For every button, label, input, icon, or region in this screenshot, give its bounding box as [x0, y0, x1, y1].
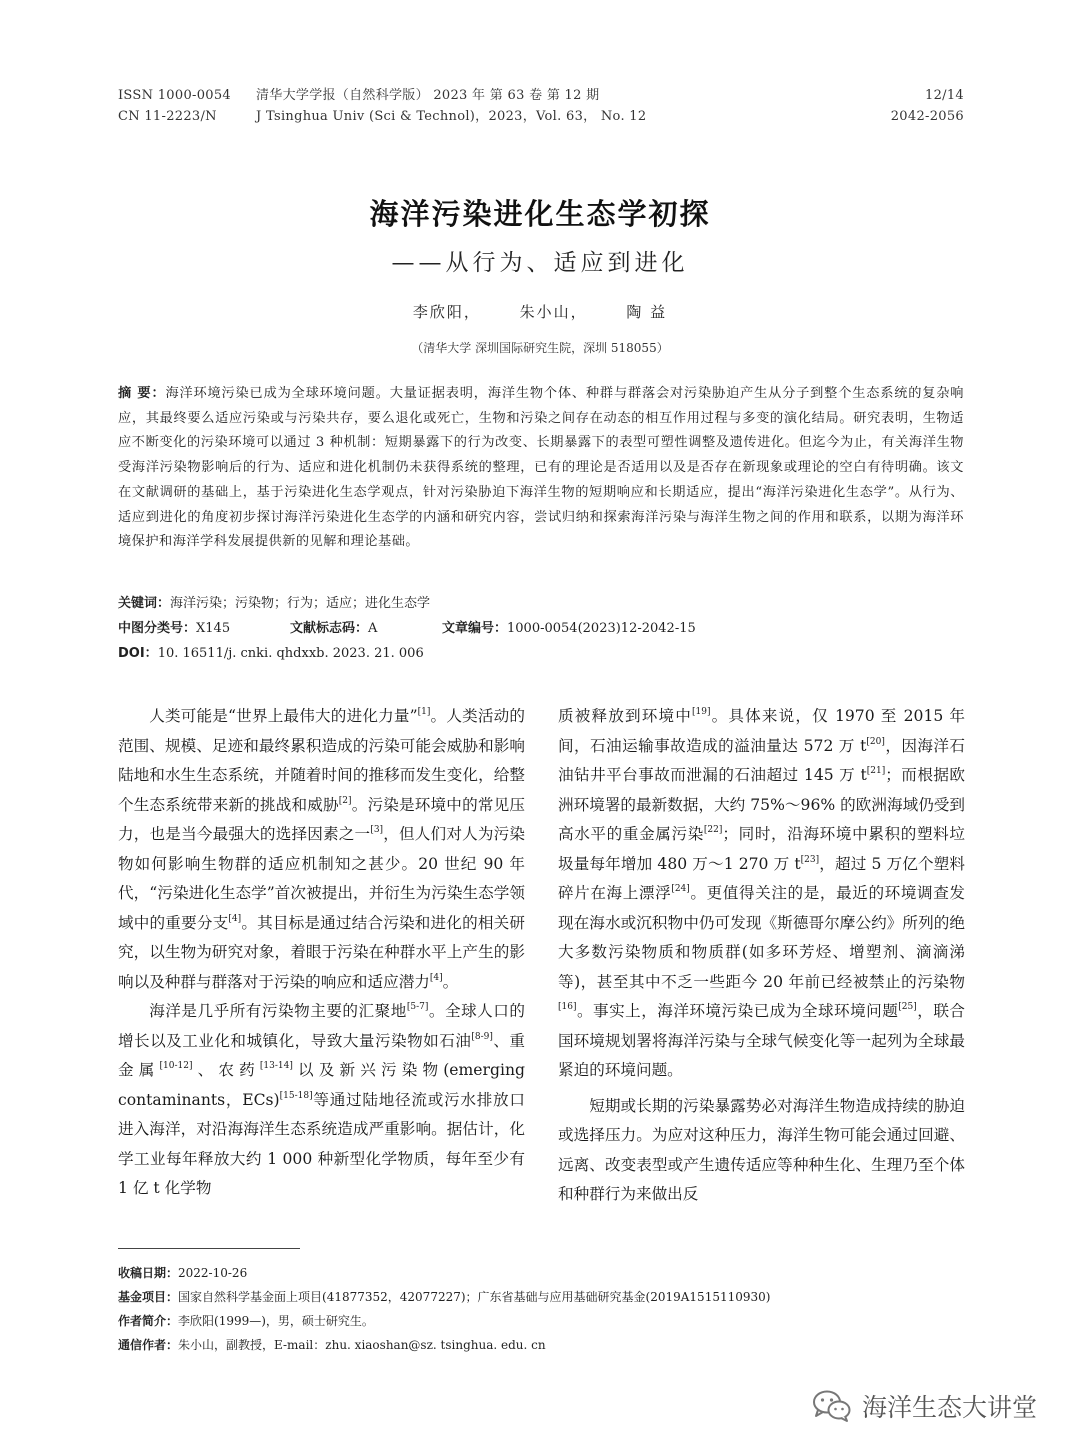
affiliation: （清华大学 深圳国际研究生院，深圳 518055）	[411, 341, 669, 355]
doc-code-value: A	[368, 621, 378, 636]
received-value: 2022-10-26	[178, 1266, 248, 1280]
watermark	[812, 1388, 1037, 1424]
cn-number: CN 11-2223/N	[118, 109, 217, 124]
paragraph	[558, 702, 965, 1086]
received-date	[118, 1264, 247, 1281]
corresponding-value: 朱小山，副教授，E-mail：zhu. xiaoshan@sz. tsinghua. edu. cn	[178, 1338, 546, 1352]
doi-value: 10. 16511/j. cnki. qhdxxb. 2023. 21. 006	[157, 646, 424, 661]
author: 李欣阳，	[412, 303, 481, 321]
text: 质被释放到环境中	[558, 707, 692, 725]
paper-subtitle: ——从行为、适应到进化	[391, 250, 689, 276]
journal-name-en: J Tsinghua Univ (Sci & Technol)，2023，Vol. 63， No. 12	[256, 109, 647, 124]
body-column-left	[118, 702, 525, 1204]
received-label: 收稿日期：	[118, 1266, 179, 1280]
text: 。	[442, 972, 459, 991]
corresponding-label: 通信作者：	[118, 1338, 179, 1352]
citation: [4]	[228, 913, 242, 924]
clc-value: X145	[196, 621, 231, 636]
funding-label: 基金项目：	[118, 1290, 179, 1304]
citation: [1]	[417, 707, 431, 717]
citation: [4]	[429, 972, 443, 983]
author-bio-value: 李欣阳(1999—)，男，硕士研究生。	[178, 1314, 374, 1328]
abstract	[118, 382, 964, 555]
citation: [22]	[703, 825, 723, 835]
article-number-label: 文章编号：	[442, 621, 508, 636]
citation: [25]	[898, 1002, 917, 1012]
citation: [5-7]	[406, 1002, 429, 1012]
citation: [19]	[691, 707, 711, 717]
citation: [24]	[671, 884, 690, 894]
text: 。污染是环境中的常见压力，也是当今最强大的选择因素之一	[118, 795, 525, 843]
text: 海洋是几乎所有污染物主要的汇聚地	[149, 1002, 407, 1020]
watermark-text: 海洋生态大讲堂	[862, 1393, 1038, 1422]
doc-code-label: 文献标志码：	[290, 621, 369, 636]
text: 。具体来说，仅 1970 至 2015 年间，石油运输事故造成的溢油量达 572 万 t	[558, 707, 965, 755]
citation: [15-18]	[279, 1090, 313, 1101]
journal-name-cn: 清华大学学报（自然科学版） 2023 年 第 63 卷 第 12 期	[256, 88, 600, 103]
paragraph	[118, 997, 525, 1204]
citation: [23]	[800, 854, 820, 865]
author: 朱小山，	[519, 303, 588, 321]
classification-row	[118, 617, 696, 636]
text: ，联合国环境规划署将海洋污染与全球气候变化等一起列为全球最紧迫的环境问题。	[558, 1002, 965, 1079]
text: 人类可能是“世界上最伟大的进化力量”	[149, 707, 418, 725]
citation: [16]	[558, 1002, 577, 1012]
funding-value: 国家自然科学基金面上项目(41877352，42077227)；广东省基础与应用基础研究基金(2019A1515110930)	[178, 1290, 771, 1304]
paper-title: 海洋污染进化生态学初探	[369, 197, 711, 231]
text: 以及新兴污染物(emerging contaminants，ECs)	[118, 1061, 525, 1109]
issue-part: 12/14	[925, 88, 964, 103]
citation: [21]	[866, 766, 886, 776]
author-bio-label: 作者简介：	[118, 1314, 179, 1328]
journal-codes	[118, 85, 231, 127]
author-bio	[118, 1312, 374, 1329]
issn: ISSN 1000-0054	[118, 88, 231, 103]
text: ，超过 5 万亿个塑料碎片在海上漂浮	[558, 854, 965, 902]
citation: [3]	[370, 825, 384, 835]
citation: [10-12]	[159, 1061, 193, 1071]
article-number-value: 1000-0054(2023)12-2042-15	[507, 621, 696, 636]
text: ；而根据欧洲环境署的最新数据，大约 75%～96% 的欧洲海域仍受到高水平的重金属污染	[558, 766, 965, 843]
abstract-text: 海洋环境污染已成为全球环境问题。大量证据表明，海洋生物个体、种群与群落会对污染胁迫产生从分子到整个生态系统的复杂响应，其最终要么适应污染或与污染共存，要么退化或死亡，生物和污染之间存在动态的相互作用过程与多变的演化结局。研究表明，生物适应不断变化的污染环境可以通过 3 种机制：短期暴露下的行为改变、长期暴露下的表型可塑性调整及遗传进化。但迄今为止，有关海洋生物受海洋污染物影响后的行为、适应和进化机制仍未获得系统的整理，已有的理论是否适用以及是否存在新现象或理论的空白有待明确。该文在文献调研的基础上，基于污染进化生态学观点，针对污染胁迫下海洋生物的短期响应和长期适应，提出“海洋污染进化生态学”。从行为、适应到进化的角度初步探讨海洋污染进化生态学的内涵和研究内容，尝试归纳和探索海洋污染与海洋生物之间的作用和联系，以期为海洋环境保护和海洋学科发展提供新的见解和理论基础。	[118, 386, 964, 550]
citation: [20]	[866, 736, 885, 747]
keywords	[118, 592, 430, 611]
doi-label: DOI：	[118, 646, 158, 661]
text: 。更值得关注的是，最近的环境调查发现在海水或沉积物中仍可发现《斯德哥尔摩公约》所列的绝大多数污染物质和物质群(如多环芳烃、增塑剂、滴滴涕等)，甚至其中不乏一些距今 20 年前已经被禁止的污染物	[558, 884, 965, 991]
text: 。全球人口的增长以及工业化和城镇化，导致大量污染物如石油	[118, 1002, 525, 1050]
keywords-value: 海洋污染；污染物；行为；适应；进化生态学	[170, 596, 431, 611]
text: 、农药	[192, 1061, 260, 1079]
text: ，但人们对人为污染物如何影响生物群的适应机制知之甚少。20 世纪 90 年代，“污染进化生态学”首次被提出，并衍生为污染生态学领域中的重要分支	[118, 825, 525, 932]
paragraph: 短期或长期的污染暴露势必对海洋生物造成持续的胁迫或选择压力。为应对这种压力，海洋生物可能会通过回避、远离、改变表型或产生遗传适应等种种生化、生理乃至个体和种群行为来做出反	[558, 1096, 965, 1203]
footnote-divider	[118, 1248, 300, 1249]
doi	[118, 642, 424, 661]
text: 等通过陆地径流或污水排放口进入海洋，对沿海海洋生态系统造成严重影响。据估计，化学工业每年释放大约 1 000 种新型化学物质，每年至少有 1 亿 t 化学物	[118, 1090, 525, 1197]
author: 陶 益	[626, 303, 668, 321]
text: 。事实上，海洋环境污染已成为全球环境问题	[576, 1002, 899, 1020]
citation: [8-9]	[471, 1031, 493, 1042]
journal-name	[256, 85, 646, 127]
author-list	[0, 301, 1080, 322]
text: ；同时，沿海环境中累积的塑料垃圾量每年增加 480 万～1 270 万 t	[558, 825, 965, 873]
text: 、重金属	[118, 1031, 525, 1079]
citation: [13-14]	[259, 1061, 293, 1071]
corresponding-author	[118, 1336, 546, 1353]
wechat-icon	[812, 1389, 852, 1423]
text: 。其目标是通过结合污染和进化的相关研究，以生物为研究对象，着眼于污染在种群水平上产生的影响以及种群与群落对于污染的响应和适应潜力	[118, 913, 525, 991]
clc-label: 中图分类号：	[118, 621, 197, 636]
keywords-label: 关键词：	[118, 596, 171, 611]
page-numbers: 2042-2056	[890, 109, 964, 124]
page-range	[891, 85, 964, 127]
citation: [2]	[338, 795, 352, 806]
paragraph	[118, 702, 525, 997]
body-column-right	[558, 702, 965, 1210]
funding	[118, 1288, 770, 1305]
text: ，因海洋石油钻井平台事故而泄漏的石油超过 145 万 t	[558, 736, 965, 784]
text: 。人类活动的范围、规模、足迹和最终累积造成的污染可能会威胁和影响陆地和水生生态系统，并随着时间的推移而发生变化，给整个生态系统带来新的挑战和威胁	[118, 707, 525, 814]
abstract-label: 摘 要：	[118, 386, 166, 401]
